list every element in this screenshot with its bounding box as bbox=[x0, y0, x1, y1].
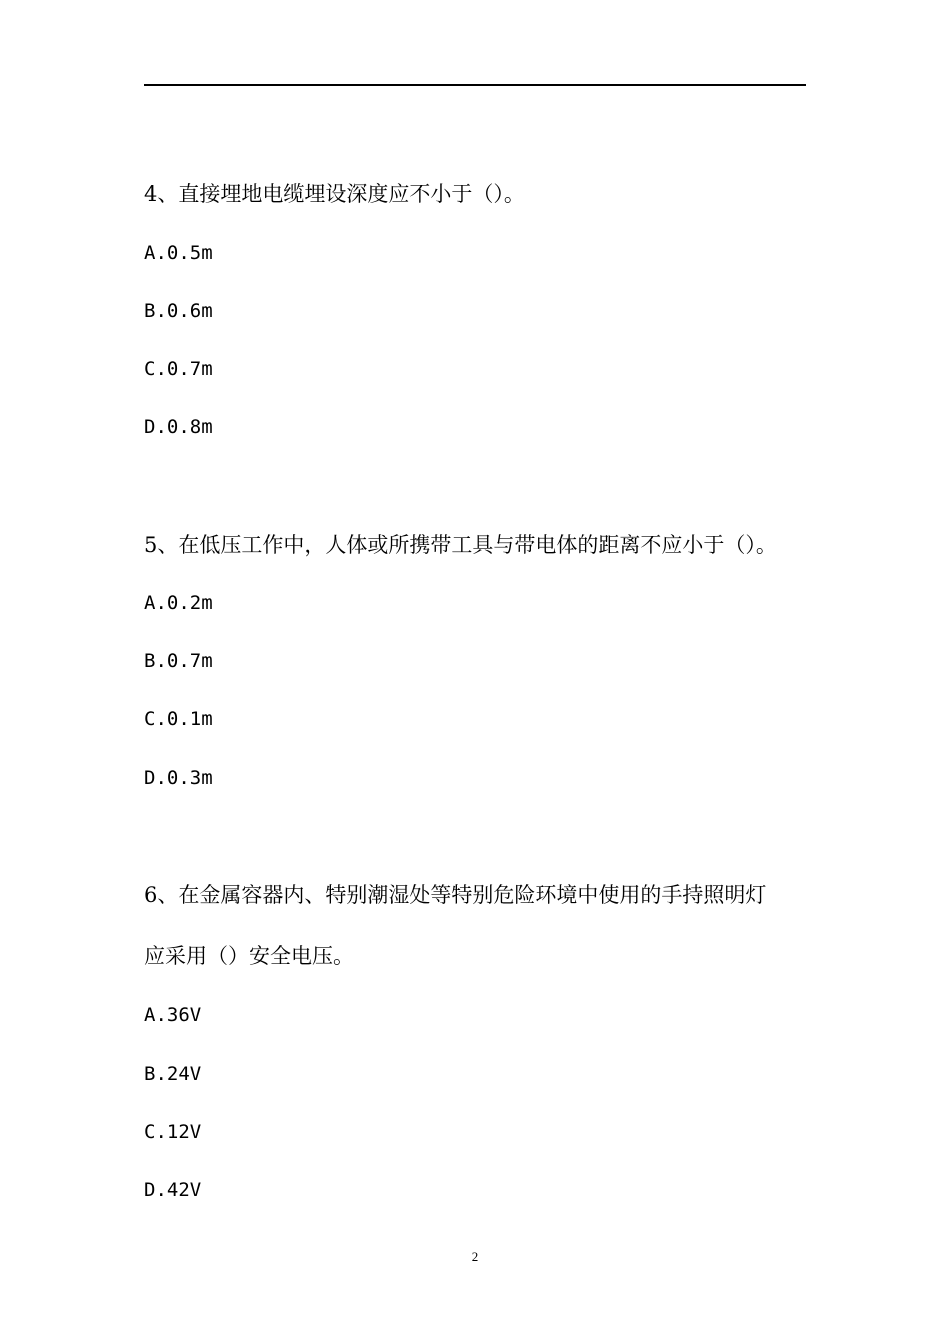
question-stem-line-1: 6、在金属容器内、特别潮湿处等特别危险环境中使用的手持照明灯 bbox=[144, 883, 767, 907]
option-d: D.42V bbox=[144, 1179, 202, 1201]
option-b: B.0.7m bbox=[144, 650, 213, 672]
option-c: C.0.7m bbox=[144, 358, 213, 380]
option-b: B.0.6m bbox=[144, 300, 213, 322]
option-b: B.24V bbox=[144, 1063, 202, 1085]
option-c: C.12V bbox=[144, 1121, 202, 1143]
page-number: 2 bbox=[471, 1249, 479, 1264]
option-c: C.0.1m bbox=[144, 708, 213, 730]
option-a: A.0.2m bbox=[144, 592, 213, 614]
header-rule bbox=[144, 84, 806, 86]
question-stem: 4、直接埋地电缆埋设深度应不小于（）。 bbox=[144, 182, 525, 206]
option-a: A.36V bbox=[144, 1004, 202, 1026]
option-a: A.0.5m bbox=[144, 242, 213, 264]
question-stem-line-2: 应采用（）安全电压。 bbox=[144, 944, 354, 968]
question-stem: 5、在低压工作中，人体或所携带工具与带电体的距离不应小于（）。 bbox=[144, 533, 777, 557]
option-d: D.0.3m bbox=[144, 767, 213, 789]
option-d: D.0.8m bbox=[144, 416, 213, 438]
